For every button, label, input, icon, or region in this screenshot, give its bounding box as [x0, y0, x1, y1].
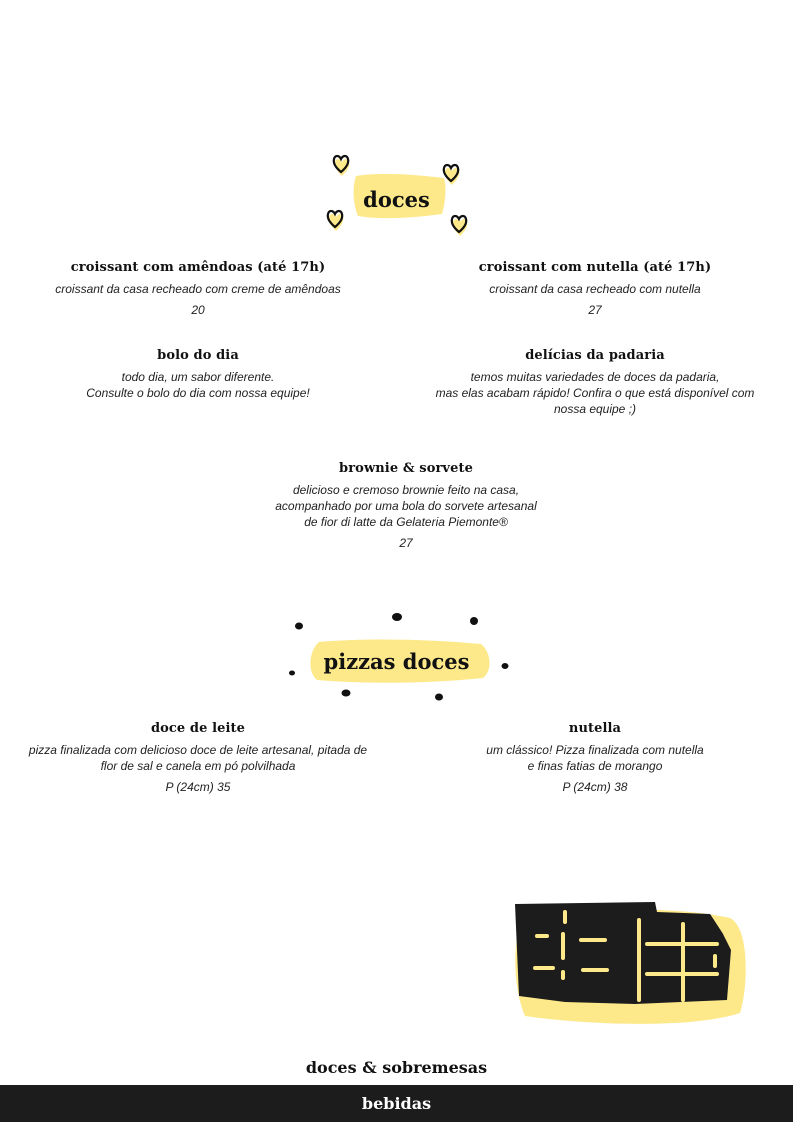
section-title-pizzas-doces: pizzas doces	[323, 649, 470, 674]
item-name: nutella	[568, 721, 622, 736]
menu-item	[397, 348, 793, 417]
item-description: pizza finalizada com delicioso doce de leite artesanal, pitada de flor de sal e canela em pó polvilhada	[28, 743, 368, 773]
menu-item	[0, 260, 396, 317]
item-name: bolo do dia	[157, 348, 239, 363]
item-price: 20	[191, 303, 205, 317]
heart-icon	[441, 162, 461, 186]
item-price: P (24cm) 35	[165, 780, 231, 794]
item-price: 27	[588, 303, 602, 317]
item-name: brownie & sorvete	[339, 461, 473, 476]
item-price: P (24cm) 38	[562, 780, 628, 794]
heart-icon	[449, 212, 469, 238]
item-description: delicioso e cremoso brownie feito na casa, acompanhado por uma bola do sorvete artesanal de fior di latte da Gelateria Piemonte®	[275, 483, 537, 529]
item-name: doce de leite	[150, 721, 246, 736]
chocolate-bar-icon	[505, 898, 750, 1028]
footer-current-section: doces & sobremesas	[305, 1058, 488, 1077]
item-description: croissant da casa recheado com creme de amêndoas	[55, 282, 341, 296]
menu-item	[397, 721, 793, 794]
item-description: temos muitas variedades de doces da padaria, mas elas acabam rápido! Confira o que está disponível com nossa equipe ;)	[435, 370, 755, 416]
heart-icon	[331, 153, 351, 177]
section-title-doces: doces	[363, 187, 430, 212]
item-description: croissant da casa recheado com nutella	[489, 282, 701, 296]
item-description: todo dia, um sabor diferente. Consulte o bolo do dia com nossa equipe!	[86, 370, 310, 400]
footer-next-section-link[interactable]: bebidas	[361, 1094, 432, 1113]
item-description: um clássico! Pizza finalizada com nutella e finas fatias de morango	[486, 743, 704, 773]
item-name: croissant com nutella (até 17h)	[478, 260, 712, 275]
item-name: delícias da padaria	[525, 348, 665, 363]
menu-item	[206, 461, 606, 550]
item-price: 27	[399, 536, 413, 550]
menu-item	[397, 260, 793, 317]
footer-nav-bar[interactable]	[0, 1085, 793, 1122]
menu-item	[0, 348, 396, 401]
menu-item	[0, 721, 396, 794]
item-name: croissant com amêndoas (até 17h)	[70, 260, 326, 275]
